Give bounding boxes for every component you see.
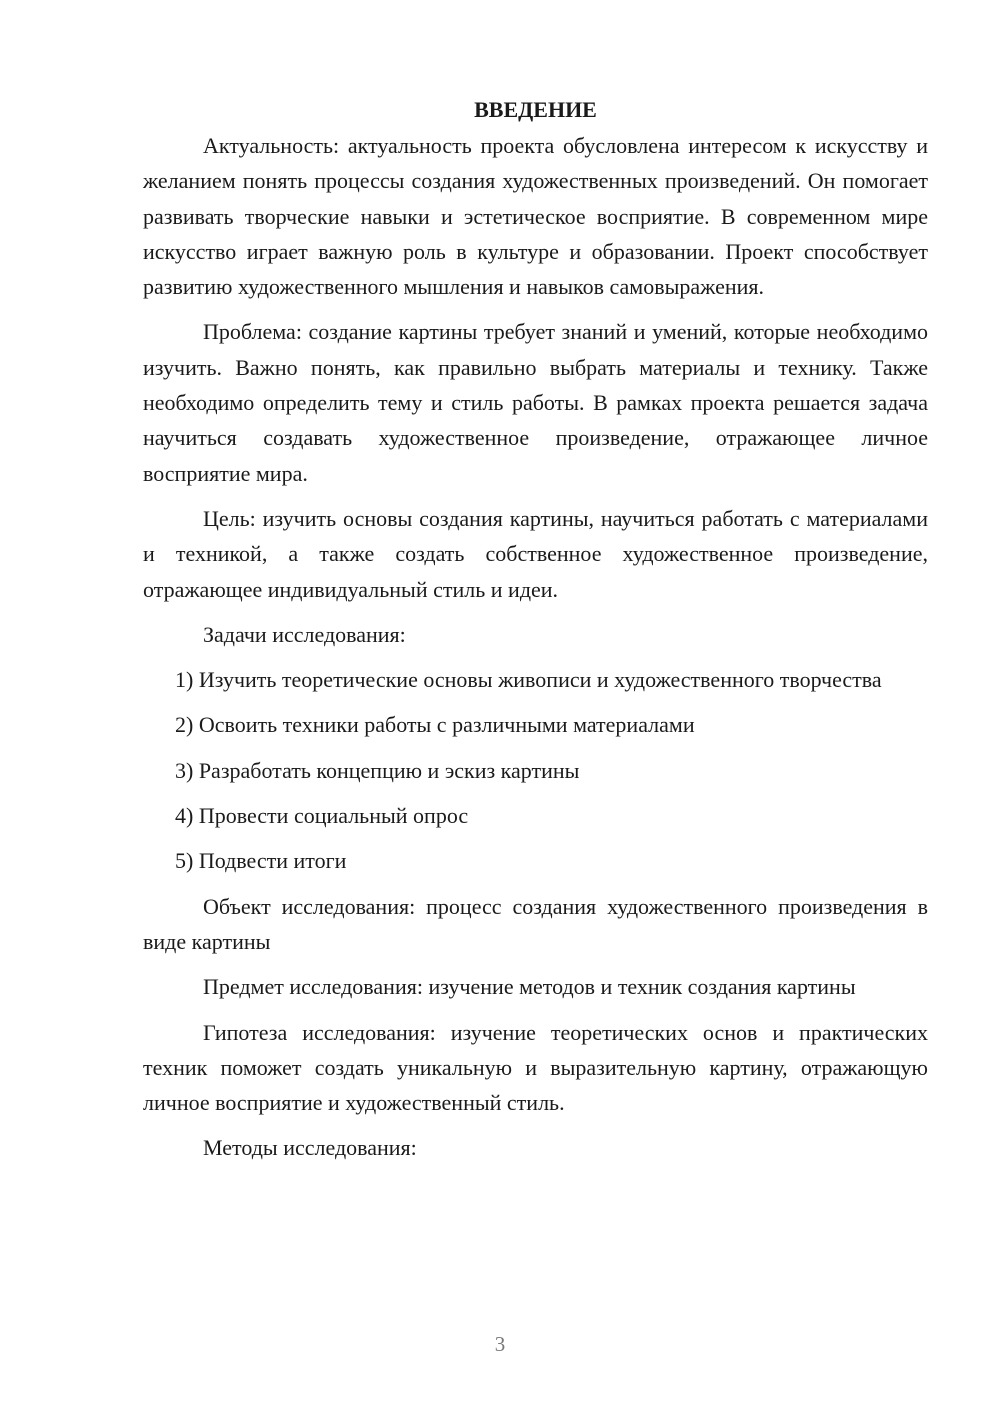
paragraph-problem: Проблема: создание картины требует знаний и умений, которые необходимо изучить. Важно понять, как правильно выбрать материалы и технику. Также необходимо определить тему и стиль работы. В рамках проекта решается задача научиться создавать художественное произведение, отражающее личное восприятие мира. [143, 319, 928, 486]
document-page [143, 92, 928, 1176]
paragraph-goal: Цель: изучить основы создания картины, научиться работать с материалами и техникой, а также создать собственное художественное произведение, отражающее индивидуальный стиль и идеи. [143, 505, 928, 602]
paragraph-methods: Методы исследования: [203, 1135, 417, 1161]
page-title: ВВЕДЕНИЕ [474, 97, 597, 122]
paragraph-relevance: Актуальность: актуальность проекта обусловлена интересом к искусству и желанием понять процессы создания художественных произведений. Он помогает развивать творческие навыки и эстетическое восприятие. В современном мире искусство играет важную роль в культуре и образовании. Проект способствует развитию художественного мышления и навыков самовыражения. [143, 133, 928, 300]
paragraph-object: Объект исследования: процесс создания художественного произведения в виде картины [143, 893, 928, 954]
task-item-2: 2) Освоить техники работы с различными материалами [175, 712, 695, 738]
task-item-1: 1) Изучить теоретические основы живописи и художественного творчества [175, 667, 882, 693]
task-item-3: 3) Разработать концепцию и эскиз картины [175, 757, 580, 783]
paragraph-tasks-heading: Задачи исследования: [203, 621, 406, 647]
page-number: 3 [494, 1332, 506, 1356]
task-item-5: 5) Подвести итоги [175, 848, 347, 874]
task-item-4: 4) Провести социальный опрос [175, 803, 469, 829]
paragraph-subject: Предмет исследования: изучение методов и техник создания картины [203, 974, 856, 1000]
paragraph-hypothesis: Гипотеза исследования: изучение теоретических основ и практических техник поможет создать уникальную и выразительную картину, отражающую личное восприятие и художественный стиль. [143, 1019, 928, 1116]
